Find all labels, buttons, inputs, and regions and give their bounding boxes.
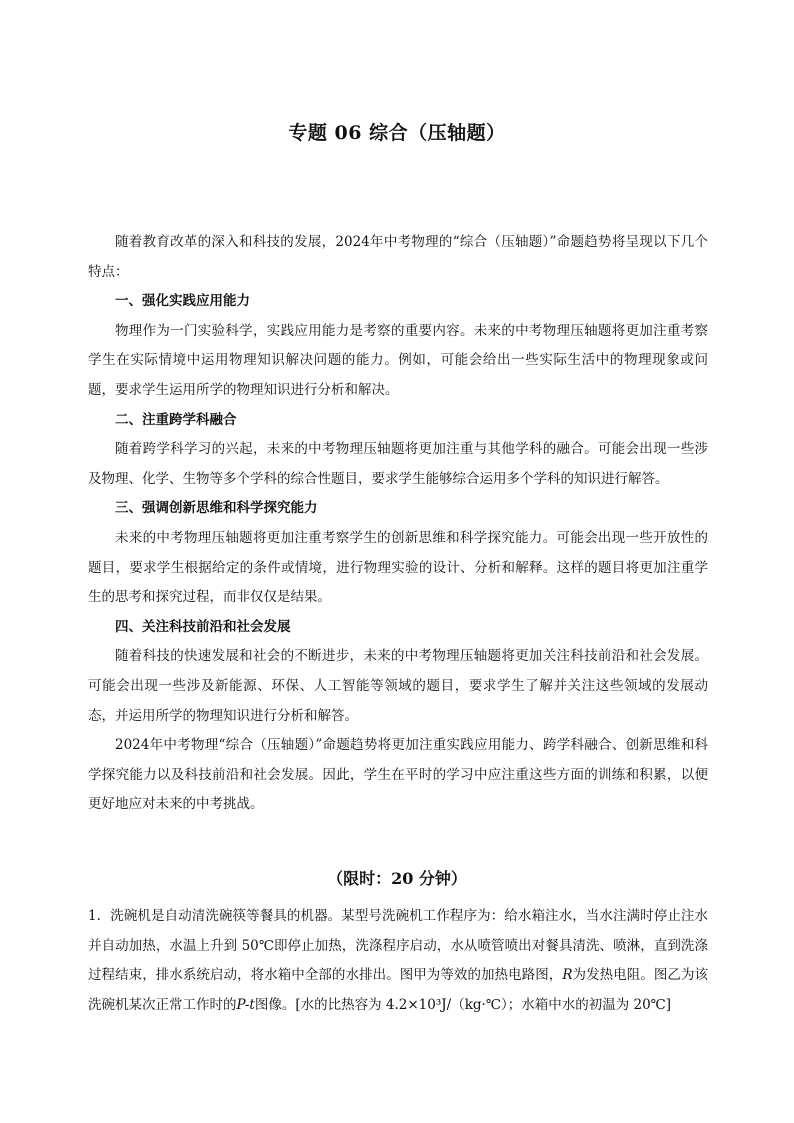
conclusion-paragraph: 2024年中考物理“综合（压轴题）”命题趋势将更加注重实践应用能力、跨学科融合、创新思维和科学探究能力以及科技前沿和社会发展。因此，学生在平时的学习中应注重这些方面的训练和积累，以便更好地应对未来的中考挑战。 <box>88 737 708 813</box>
page-title: 专题 06 综合（压轴题） <box>288 122 506 144</box>
time-limit-heading: （限时：20 分钟） <box>327 869 467 888</box>
question-1 <box>88 902 708 1020</box>
section-heading-4: 四、关注科技前沿和社会发展 <box>115 618 291 635</box>
section-body-3: 未来的中考物理压轴题将更加注重考察学生的创新思维和科学探究能力。可能会出现一些开放性的题目，要求学生根据给定的条件或情境，进行物理实验的设计、分析和解释。这样的题目将更加注重学生的思考和探究过程，而非仅仅是结果。 <box>88 529 708 606</box>
question-text-part3: 图像。[水的比热容为 4.2×10³J/（kg·℃）；水箱中水的初温为 20℃] <box>254 996 672 1013</box>
question-text-part2: 为发热电阻。图乙为该洗碗机某次正常工作时的 <box>88 967 709 1013</box>
pt-variable: P-t <box>236 996 255 1013</box>
section-heading-2: 二、注重跨学科融合 <box>115 411 237 428</box>
resistor-variable: R <box>562 967 573 984</box>
section-heading-3: 三、强调创新思维和科学探究能力 <box>115 500 318 517</box>
question-text-part1: 1．洗碗机是自动清洗碗筷等餐具的机器。某型号洗碗机工作程序为：给水箱注水，当水注满时停止注水并自动加热，水温上升到 50℃即停止加热，洗涤程序启动，水从喷管喷出对餐具清洗、喷淋，直到洗涤过程结束，排水系统启动，将水箱中全部的水排出。图甲为等效的加热电路图， <box>88 908 708 984</box>
section-heading-1: 一、强化实践应用能力 <box>115 293 250 310</box>
article-body <box>88 228 708 820</box>
section-body-2: 随着跨学科学习的兴起，未来的中考物理压轴题将更加注重与其他学科的融合。可能会出现一些涉及物理、化学、生物等多个学科的综合性题目，要求学生能够综合运用多个学科的知识进行解答。 <box>88 441 708 487</box>
section-body-4: 随着科技的快速发展和社会的不断进步，未来的中考物理压轴题将更加关注科技前沿和社会发展。可能会出现一些涉及新能源、环保、人工智能等领域的题目，要求学生了解并关注这些领域的发展动态，并运用所学的物理知识进行分析和解答。 <box>88 648 708 724</box>
intro-paragraph: 随着教育改革的深入和科技的发展，2024年中考物理的“综合（压轴题）”命题趋势将呈现以下几个特点： <box>88 234 708 280</box>
section-body-1: 物理作为一门实验科学，实践应用能力是考察的重要内容。未来的中考物理压轴题将更加注重考察学生在实际情境中运用物理知识解决问题的能力。例如，可能会给出一些实际生活中的物理现象或问题，要求学生运用所学的物理知识进行分析和解决。 <box>88 322 708 398</box>
